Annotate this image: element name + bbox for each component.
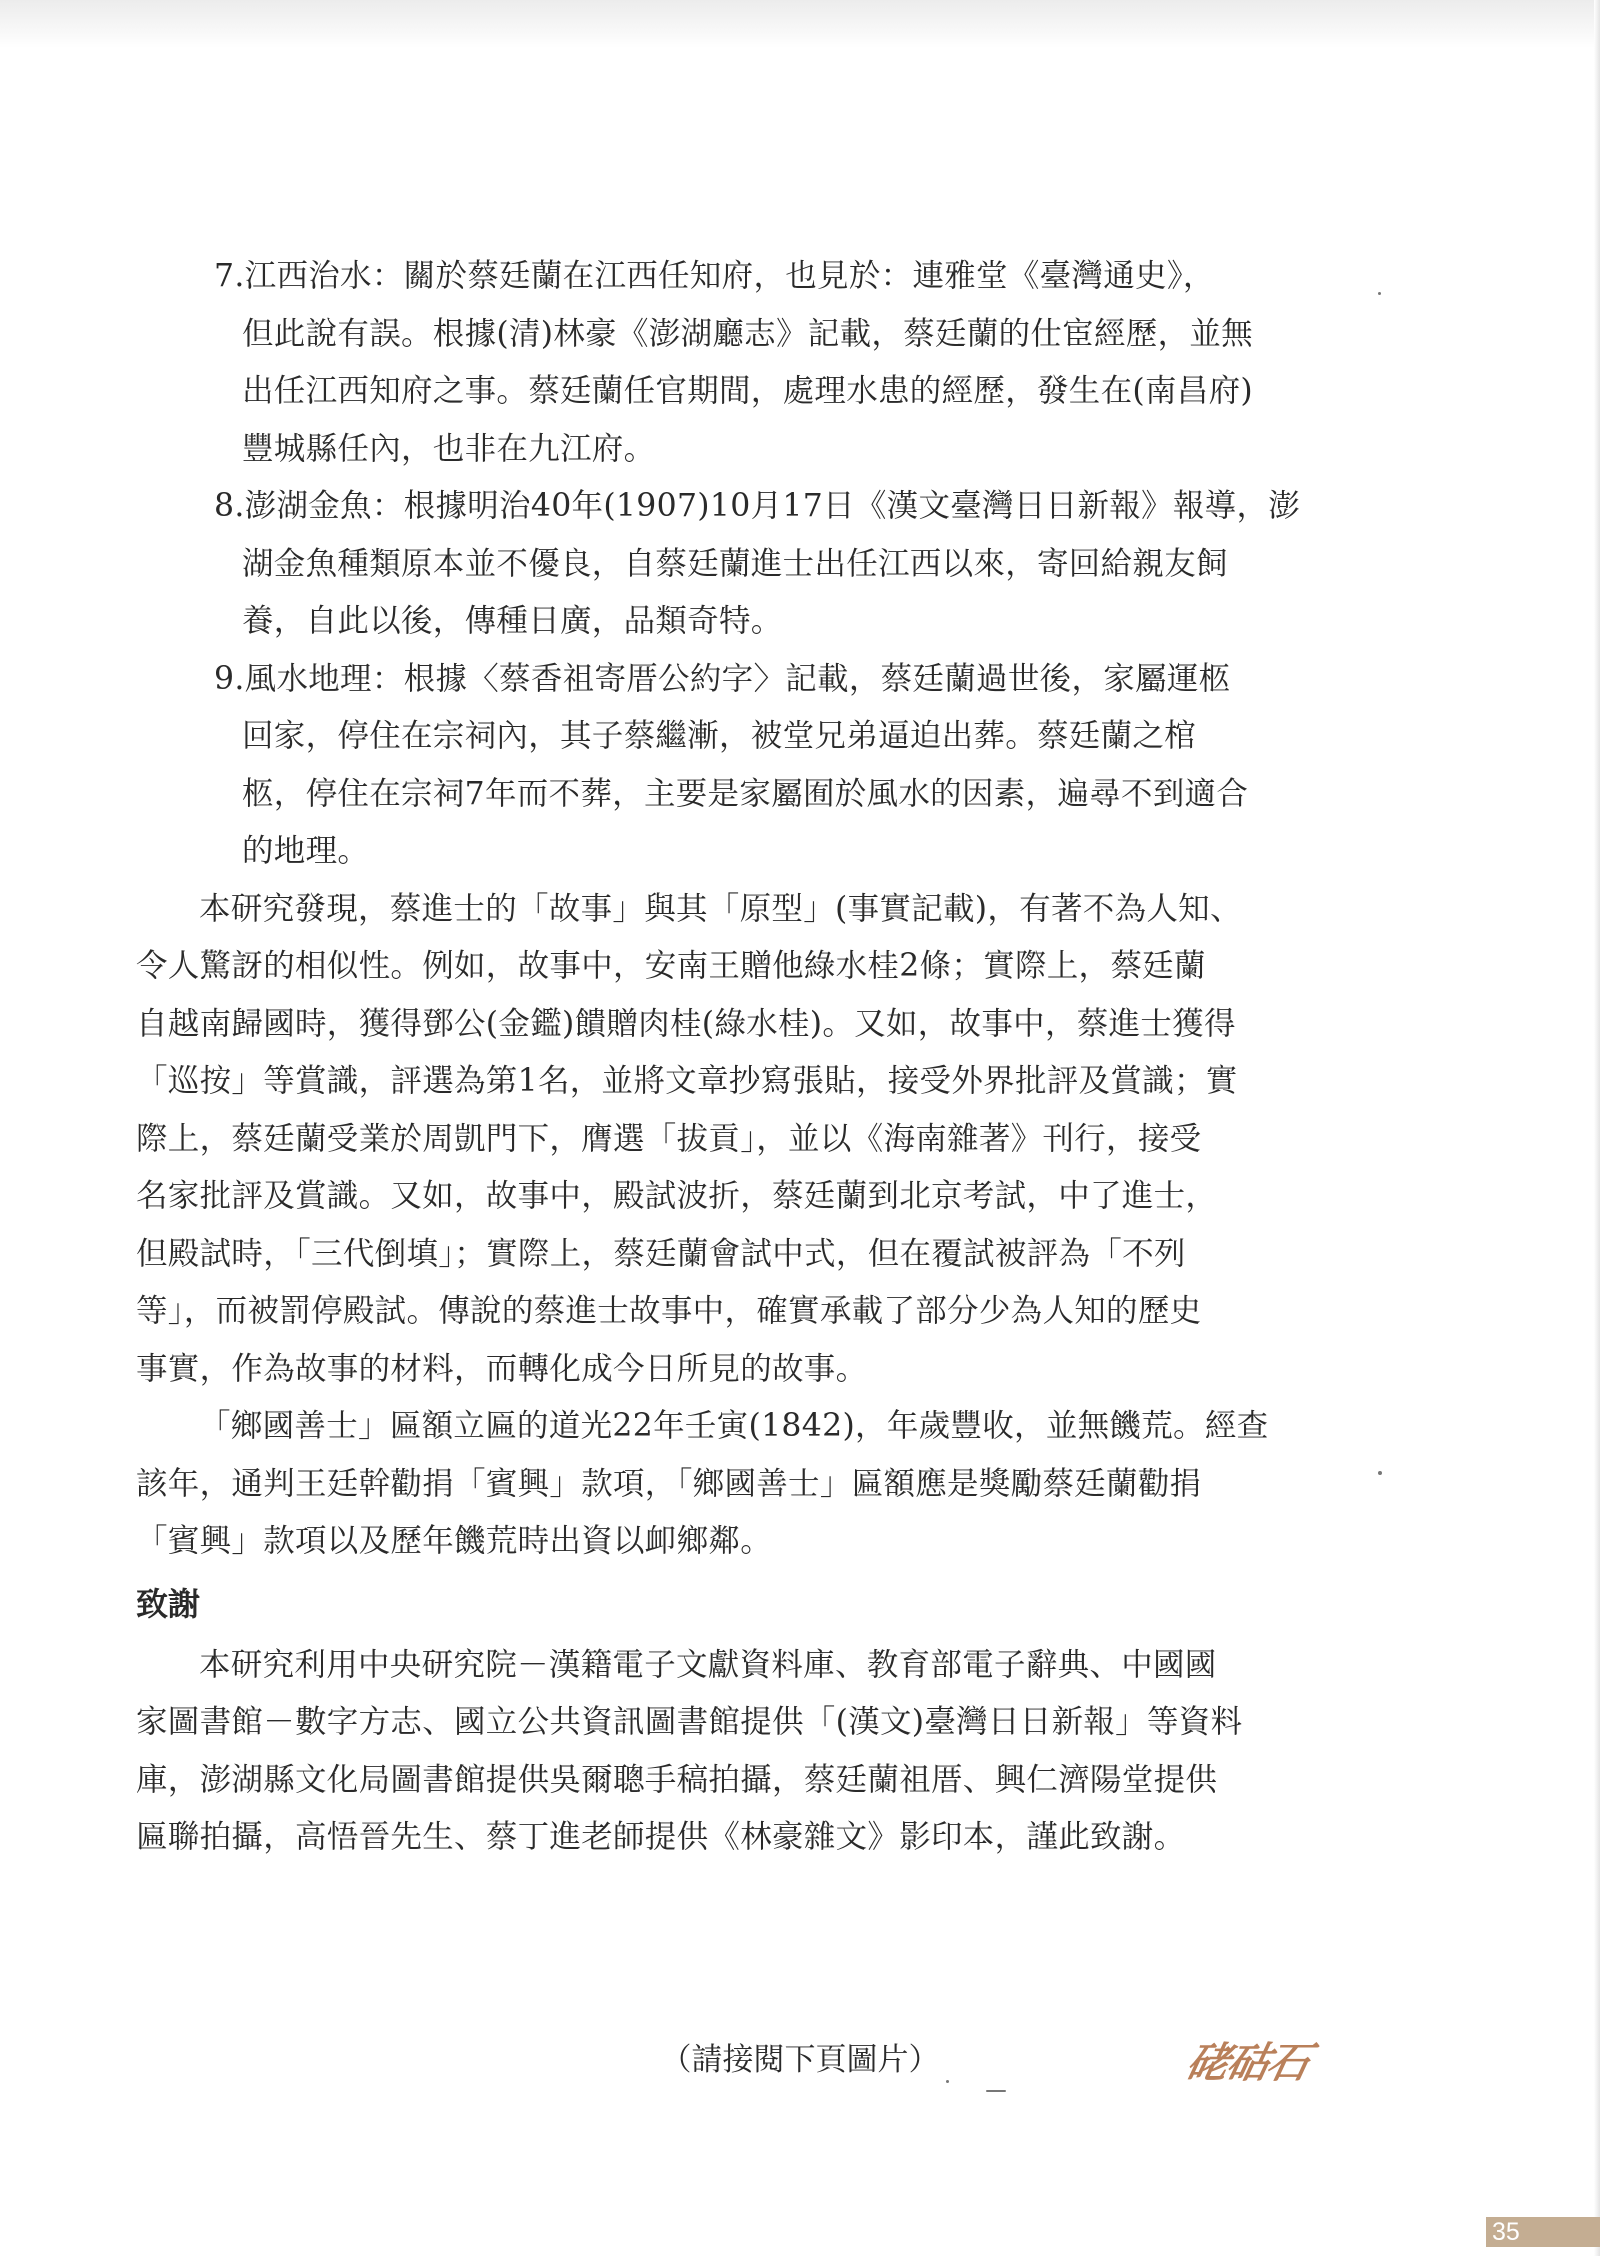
paragraph-line: 際上，蔡廷蘭受業於周凱門下，膺選「拔貢」，並以《海南雜著》刊行，接受 (136, 1120, 1202, 1157)
note-line: 回家，停住在宗祠內，其子蔡繼漸，被堂兄弟逼迫出葬。蔡廷蘭之棺 (242, 718, 1197, 754)
note-line: 8.澎湖金魚：根據明治40年(1907)10月17日《漢文臺灣日日新報》報導，澎 (214, 488, 1301, 524)
acknowledgement-heading: 致謝 (136, 1584, 201, 1623)
paragraph-line: 本研究發現，蔡進士的「故事」與其「原型」(事實記載)，有著不為人知、 (199, 890, 1242, 927)
paragraph-findings (136, 881, 1324, 1399)
paragraph-line: 「鄉國善士」匾額立匾的道光22年壬寅(1842)，年歲豐收，並無饑荒。經查 (199, 1408, 1269, 1444)
paragraph-line: 家圖書館－數字方志、國立公共資訊圖書館提供「(漢文)臺灣日日新報」等資料 (136, 1704, 1243, 1740)
magazine-logo: 硓𥑮石 (1182, 2038, 1313, 2087)
paragraph-line: 事實，作為故事的材料，而轉化成今日所見的故事。 (136, 1350, 868, 1387)
note-8 (136, 478, 1324, 651)
note-line: 柩，停住在宗祠7年而不葬，主要是家屬囿於風水的因素，遍尋不到適合 (242, 775, 1249, 812)
note-line: 的地理。 (242, 833, 370, 869)
scan-speck (1378, 292, 1381, 295)
paragraph-line: 名家批評及賞識。又如，故事中，殿試波折，蔡廷蘭到北京考試，中了進士， (136, 1178, 1218, 1214)
paragraph-line: 本研究利用中央研究院－漢籍電子文獻資料庫、教育部電子辭典、中國國 (199, 1646, 1217, 1683)
paragraph-line: 庫，澎湖縣文化局圖書館提供吳爾聰手稿拍攝，蔡廷蘭祖厝、興仁濟陽堂提供 (136, 1761, 1218, 1798)
paragraph-line: 但殿試時，「三代倒填」；實際上，蔡廷蘭會試中式，但在覆試被評為「不列 (136, 1235, 1186, 1272)
scan-shadow-right (1594, 0, 1600, 2256)
paragraph-line: 「巡按」等賞識，評選為第1名，並將文章抄寫張貼，接受外界批評及賞識；實 (136, 1063, 1238, 1099)
paragraph-line: 匾聯拍攝，高悟晉先生、蔡丁進老師提供《林豪雜文》影印本，謹此致謝。 (136, 1819, 1186, 1855)
paragraph-plaque (136, 1398, 1324, 1571)
page-number: 35 (1486, 2217, 1600, 2247)
paragraph-line: 自越南歸國時，獲得鄧公(金鑑)饋贈肉桂(綠水桂)。又如，故事中，蔡進士獲得 (136, 1005, 1236, 1042)
scan-speck (1378, 1471, 1382, 1475)
scan-shadow-top (0, 0, 1600, 48)
note-9 (136, 651, 1324, 881)
note-line: 7.江西治水：關於蔡廷蘭在江西任知府，也見於：連雅堂《臺灣通史》， (214, 258, 1215, 294)
note-line: 豐城縣任內，也非在九江府。 (242, 430, 656, 467)
paragraph-acknowledgement (136, 1637, 1324, 1867)
paragraph-line: 「賓興」款項以及歷年饑荒時出資以卹鄉鄰。 (136, 1523, 773, 1559)
scan-speck (986, 2090, 1006, 2092)
paragraph-line: 等」，而被罰停殿試。傳說的蔡進士故事中，確實承載了部分少為人知的歷史 (136, 1293, 1202, 1329)
note-line: 湖金魚種類原本並不優良，自蔡廷蘭進士出任江西以來，寄回給親友飼 (242, 545, 1228, 582)
paragraph-line: 該年，通判王廷幹勸捐「賓興」款項，「鄉國善士」匾額應是獎勵蔡廷蘭勸捐 (136, 1465, 1202, 1502)
page-content (136, 248, 1324, 1867)
note-line: 9.風水地理：根據〈蔡香祖寄厝公約字〉記載，蔡廷蘭過世後，家屬運柩 (214, 660, 1231, 697)
note-line: 養，自此以後，傳種日廣，品類奇特。 (242, 603, 783, 639)
note-7 (136, 248, 1324, 478)
paragraph-line: 令人驚訝的相似性。例如，故事中，安南王贈他綠水桂2條；實際上，蔡廷蘭 (136, 948, 1206, 984)
scan-speck (946, 2080, 949, 2083)
continue-caption: （請接閱下頁圖片） (660, 2042, 940, 2078)
note-line: 出任江西知府之事。蔡廷蘭任官期間，處理水患的經歷，發生在(南昌府) (242, 373, 1253, 409)
note-line: 但此說有誤。根據(清)林豪《澎湖廳志》記載，蔡廷蘭的仕宦經歷，並無 (242, 315, 1253, 352)
